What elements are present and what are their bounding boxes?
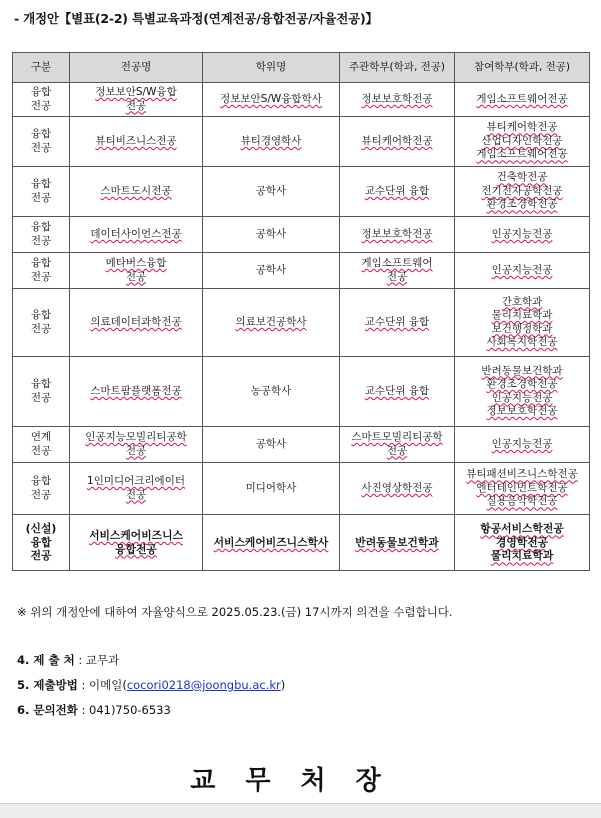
type-cell <box>13 357 70 427</box>
cell-text: 1인미디어크리에이터 <box>87 475 185 487</box>
cell-text: 융합 <box>30 309 52 321</box>
cell-text: 정보보호학전공 <box>361 227 433 240</box>
cell-text: 실용음악학전공 <box>486 495 558 508</box>
major-cell <box>70 253 203 289</box>
major-cell <box>70 83 203 117</box>
major-cell <box>70 117 203 167</box>
cell-text: 정보보호학전공 <box>361 92 433 105</box>
submit-method-label: 5. 제출방법 <box>17 678 78 692</box>
table-row <box>13 117 590 167</box>
participant-cell <box>455 357 590 427</box>
degree-cell <box>203 167 340 217</box>
contact-label: 6. 문의전화 <box>17 703 78 717</box>
cell-text: (신설) <box>25 522 57 536</box>
cell-text: 농공학사 <box>250 384 292 397</box>
participant-cell <box>455 253 590 289</box>
cell-text: 스마트도시전공 <box>100 184 172 197</box>
type-cell <box>13 427 70 463</box>
cell-text: 전공 <box>30 141 52 154</box>
cell-text: 의료보건공학사 <box>235 315 307 328</box>
cell-text: 보건행정학과 <box>491 322 553 335</box>
cell-text: 융합 <box>30 221 52 233</box>
header-cell: 학위명 <box>203 53 340 83</box>
host-cell <box>340 83 455 117</box>
cell-text: 인공지능모빌리티공학 <box>85 431 187 443</box>
cell-text: 뷰티케어학전공 <box>486 121 558 134</box>
cell-text: 인공지능전공 <box>491 391 553 404</box>
host-cell <box>340 515 455 571</box>
curriculum-table <box>12 52 590 571</box>
major-cell <box>70 217 203 253</box>
degree-cell <box>203 253 340 289</box>
submission-info <box>17 652 285 727</box>
notice-text: ※ 위의 개정안에 대하여 자율양식으로 2025.05.23.(금) 17시까지 의견을 수렴합니다. <box>17 605 453 619</box>
degree-cell <box>203 117 340 167</box>
contact-row <box>17 702 285 727</box>
cell-text: 전공 <box>30 549 52 563</box>
degree-cell <box>203 289 340 357</box>
participant-cell <box>455 83 590 117</box>
cell-text: 게임소프트웨어 <box>361 257 433 269</box>
participant-cell <box>455 289 590 357</box>
cell-text: 교수단위 융합 <box>364 184 430 197</box>
email-link[interactable]: cocori0218@joongbu.ac.kr <box>126 678 281 692</box>
type-cell <box>13 463 70 515</box>
table-row <box>13 217 590 253</box>
cell-text: 뷰티케어학전공 <box>361 134 433 147</box>
cell-text: 엔터테인먼트학전공 <box>476 481 568 494</box>
type-cell <box>13 83 70 117</box>
cell-text: 사회복지학전공 <box>486 336 558 348</box>
cell-text: 경영학전공 <box>495 535 549 549</box>
signer-title: 교무처장 <box>190 766 411 796</box>
cell-text: 전공 <box>30 191 52 204</box>
submit-to-label: 4. 제 출 처 <box>17 653 75 667</box>
host-cell <box>340 289 455 357</box>
type-cell <box>13 117 70 167</box>
participant-cell <box>455 463 590 515</box>
cell-text: 융합 <box>30 128 52 140</box>
cell-text: 전공 <box>30 322 52 335</box>
submit-method-value: : 이메일( <box>77 678 127 692</box>
cell-text: 융합 <box>30 257 52 269</box>
cell-text: 공학사 <box>255 227 287 240</box>
degree-cell <box>203 515 340 571</box>
cell-text: 스마트팜플랫폼전공 <box>90 384 182 397</box>
cell-text: 교수단위 융합 <box>364 384 430 397</box>
cell-text: 항공서비스학전공 <box>480 522 564 536</box>
host-cell <box>340 117 455 167</box>
section-heading: - 개정안【별표(2-2) 특별교육과정(연계전공/융합전공/자율전공)】 <box>14 11 378 26</box>
cell-text: 사진영상학전공 <box>361 481 433 494</box>
submit-to-value: : 교무과 <box>74 653 120 667</box>
header-cell: 참여학부(학과, 전공) <box>455 53 590 83</box>
host-cell <box>340 217 455 253</box>
table-row <box>13 253 590 289</box>
cell-text: 전공 <box>30 444 52 457</box>
participant-cell <box>455 515 590 571</box>
cell-text: 융합 <box>30 86 52 98</box>
table-header-row <box>13 53 590 83</box>
table-row <box>13 83 590 117</box>
cell-text: 산업디자인학전공 <box>481 134 563 147</box>
cell-text: 교수단위 융합 <box>364 315 430 328</box>
participant-cell <box>455 117 590 167</box>
cell-text: 전공 <box>386 444 408 457</box>
cell-text: 전공 <box>30 99 52 112</box>
participant-cell <box>455 217 590 253</box>
cell-text: 인공지능전공 <box>491 263 553 276</box>
major-cell <box>70 167 203 217</box>
cell-text: 물리치료학과 <box>491 309 553 321</box>
host-cell <box>340 463 455 515</box>
cell-text: 융합전공 <box>115 542 157 556</box>
degree-cell <box>203 357 340 427</box>
header-cell: 주관학부(학과, 전공) <box>340 53 455 83</box>
cell-text: 연계 <box>30 431 52 443</box>
type-cell <box>13 289 70 357</box>
cell-text: 융합 <box>30 535 52 549</box>
type-cell <box>13 253 70 289</box>
major-cell <box>70 463 203 515</box>
submit-method-row <box>17 677 285 702</box>
cell-text: 전공 <box>30 488 52 501</box>
table-row <box>13 463 590 515</box>
cell-text: 전공 <box>386 270 408 283</box>
cell-text: 반려동물보건학과 <box>481 364 563 377</box>
host-cell <box>340 253 455 289</box>
cell-text: 간호학과 <box>501 295 543 308</box>
table-row <box>13 357 590 427</box>
type-cell <box>13 515 70 571</box>
cell-text: 전기전자공학전공 <box>481 184 563 197</box>
table-body <box>13 83 590 571</box>
cell-text: 전공 <box>30 391 52 404</box>
cell-text: 전공 <box>125 488 147 501</box>
degree-cell <box>203 463 340 515</box>
cell-text: 환경조경학전공 <box>486 378 558 390</box>
cell-text: 뷰티비즈니스전공 <box>95 134 177 147</box>
major-cell <box>70 515 203 571</box>
submit-method-tail: ) <box>280 678 286 692</box>
cell-text: 전공 <box>125 270 147 283</box>
cell-text: 건축학전공 <box>496 171 548 184</box>
table-row <box>13 289 590 357</box>
cell-text: 의료데이터과학전공 <box>90 315 182 328</box>
major-cell <box>70 427 203 463</box>
contact-value: : 041)750-6533 <box>77 703 171 717</box>
type-cell <box>13 217 70 253</box>
cell-text: 정보보안S/W융합학사 <box>220 92 322 105</box>
cell-text: 데이터사이언스전공 <box>90 227 182 240</box>
host-cell <box>340 357 455 427</box>
cell-text: 물리치료학과 <box>490 549 554 563</box>
host-cell <box>340 427 455 463</box>
cell-text: 전공 <box>125 99 147 112</box>
major-cell <box>70 357 203 427</box>
table-row <box>13 515 590 571</box>
cell-text: 공학사 <box>255 184 287 197</box>
cell-text: 환경조경학전공 <box>486 198 558 211</box>
header-cell: 전공명 <box>70 53 203 83</box>
table-row <box>13 167 590 217</box>
cell-text: 미디어학사 <box>245 481 297 494</box>
type-cell <box>13 167 70 217</box>
cell-text: 인공지능전공 <box>491 437 553 450</box>
cell-text: 정보보호학전공 <box>486 405 558 417</box>
participant-cell <box>455 427 590 463</box>
cell-text: 뷰티패션비즈니스학전공 <box>466 468 578 481</box>
cell-text: 서비스케어비즈니스학사 <box>213 535 329 549</box>
horizontal-scrollbar[interactable] <box>0 803 601 818</box>
cell-text: 게임소프트웨어전공 <box>476 148 568 161</box>
cell-text: 전공 <box>125 444 147 457</box>
cell-text: 전공 <box>30 234 52 247</box>
cell-text: 스마트모빌리티공학 <box>351 431 443 443</box>
cell-text: 메타버스융합 <box>105 257 167 269</box>
cell-text: 융합 <box>30 475 52 487</box>
cell-text: 뷰티경영학사 <box>240 134 302 147</box>
degree-cell <box>203 83 340 117</box>
cell-text: 융합 <box>30 178 52 190</box>
cell-text: 융합 <box>30 378 52 390</box>
host-cell <box>340 167 455 217</box>
participant-cell <box>455 167 590 217</box>
cell-text: 전공 <box>30 270 52 283</box>
cell-text: 서비스케어비즈니스 <box>89 529 183 542</box>
major-cell <box>70 289 203 357</box>
cell-text: 인공지능전공 <box>491 227 553 240</box>
cell-text: 공학사 <box>255 437 287 450</box>
degree-cell <box>203 217 340 253</box>
cell-text: 게임소프트웨어전공 <box>476 92 568 105</box>
degree-cell <box>203 427 340 463</box>
cell-text: 정보보안S/W융합 <box>95 86 177 98</box>
header-cell: 구분 <box>13 53 70 83</box>
cell-text: 반려동물보건학과 <box>355 535 439 549</box>
cell-text: 공학사 <box>255 263 287 276</box>
submit-to-row <box>17 652 285 677</box>
table-row <box>13 427 590 463</box>
